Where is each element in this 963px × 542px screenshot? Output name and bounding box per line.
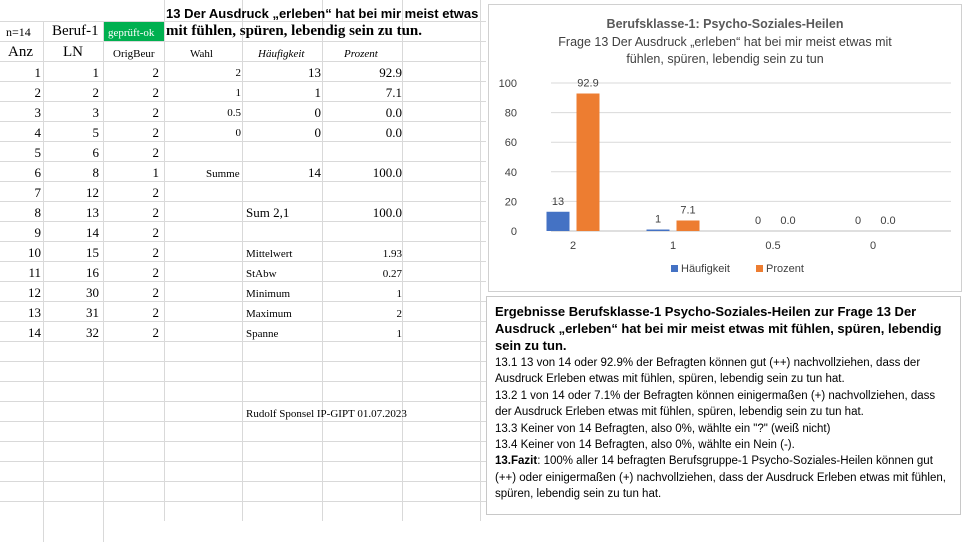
col-wahl: Wahl xyxy=(190,48,213,60)
legend-swatch-prozent xyxy=(756,265,763,272)
col-anz: Anz xyxy=(8,44,33,60)
wahl-4: 0 xyxy=(235,127,241,139)
row-8-ln: 13 xyxy=(86,205,99,220)
beruf-label: Beruf-1 xyxy=(52,23,99,39)
geprueft-label: geprüft-ok xyxy=(108,27,155,39)
bar-häufigkeit-2 xyxy=(547,212,570,231)
mittelwert-label: Mittelwert xyxy=(246,248,293,260)
result-13-2: 13.2 1 von 14 oder 7.1% der Befragten können einigermaßen (+) nachvollziehen, dass der Ausdruck Erleben etwas mit fühlen, spüren, lebendig sein zu tun hat. xyxy=(495,389,936,419)
data-label-häufigkeit-0: 0 xyxy=(854,215,862,227)
chart-subtitle-line-2: fühlen, spüren, lebendig sein zu tun xyxy=(626,52,824,66)
row-7-anz: 7 xyxy=(34,185,41,200)
row-1-orig: 2 xyxy=(152,65,159,80)
data-label-prozent-1: 7.1 xyxy=(680,204,696,217)
row-14-anz: 14 xyxy=(28,325,41,340)
data-label-prozent-0: 0.0 xyxy=(880,215,896,227)
question-line-1: 13 Der Ausdruck „erleben“ hat bei mir meist etwas xyxy=(166,6,479,21)
spanne-label: Spanne xyxy=(246,328,279,340)
row-13-ln: 31 xyxy=(86,305,99,320)
minimum-label: Minimum xyxy=(246,288,291,300)
row-6-anz: 6 xyxy=(34,165,41,180)
row-10-anz: 10 xyxy=(28,245,41,260)
result-fazit xyxy=(495,453,952,502)
haeuf-3: 0 xyxy=(314,105,321,120)
wahl-3: 0.5 xyxy=(227,107,241,119)
bar-prozent-1 xyxy=(677,220,700,231)
proz-4: 0.0 xyxy=(385,125,402,140)
haeuf-4: 0 xyxy=(314,125,321,140)
question-line-2: mit fühlen, spüren, lebendig sein zu tun. xyxy=(166,23,423,39)
row-1-ln: 1 xyxy=(92,65,99,80)
grid-row-line xyxy=(0,501,486,502)
n-label: n=14 xyxy=(6,25,31,39)
summe-haeuf: 14 xyxy=(308,165,321,180)
data-label-prozent-0.5: 0.0 xyxy=(780,215,796,227)
row-4-ln: 5 xyxy=(92,125,99,140)
row-13-orig: 2 xyxy=(152,305,159,320)
row-9-ln: 14 xyxy=(86,225,99,240)
fazit-label: 13.Fazit xyxy=(495,455,538,468)
data-label-häufigkeit-2: 13 xyxy=(551,195,565,208)
stabw-label: StAbw xyxy=(246,268,277,280)
wahl-2: 1 xyxy=(235,87,241,99)
row-6-ln: 8 xyxy=(92,165,99,180)
row-5-anz: 5 xyxy=(34,145,41,160)
chart-frame xyxy=(488,4,962,292)
row-2-anz: 2 xyxy=(34,85,41,100)
grid-row-line xyxy=(0,361,486,362)
bar-häufigkeit-1 xyxy=(647,230,670,231)
row-3-ln: 3 xyxy=(92,105,99,120)
fazit-text: : 100% aller 14 befragten Berufsgruppe-1 Psycho-Soziales-Heilen können gut (++) oder einigermaßen (+) nachvollziehen, dass der Ausdruck Erleben etwas mit fühlen, spüren, lebendig sein zu tun hat. xyxy=(495,455,946,501)
legend-label-häufigkeit: Häufigkeit xyxy=(681,263,730,275)
grid-row-line xyxy=(0,421,486,422)
row-11-anz: 11 xyxy=(28,265,41,280)
row-12-orig: 2 xyxy=(152,285,159,300)
sum21-label: Sum 2,1 xyxy=(246,205,290,220)
wahl-1: 2 xyxy=(235,67,241,79)
y-tick-label: 0 xyxy=(510,226,517,238)
chart-title: Berufsklasse-1: Psycho-Soziales-Heilen xyxy=(606,17,844,31)
results-textbox xyxy=(486,296,961,515)
row-14-ln: 32 xyxy=(86,325,99,340)
y-tick-label: 100 xyxy=(498,78,517,90)
grid-row-line xyxy=(0,481,486,482)
row-8-orig: 2 xyxy=(152,205,159,220)
sum21-proz: 100.0 xyxy=(372,205,402,220)
x-tick-label-0: 0 xyxy=(869,240,877,252)
proz-2: 7.1 xyxy=(385,85,402,100)
data-label-prozent-2: 92.9 xyxy=(577,77,599,90)
grid-row-line xyxy=(0,441,486,442)
row-2-orig: 2 xyxy=(152,85,159,100)
mittelwert-value: 1.93 xyxy=(382,248,402,260)
row-7-orig: 2 xyxy=(152,185,159,200)
result-13-4: 13.4 Keiner von 14 Befragten, also 0%, wählte ein Nein (-). xyxy=(495,439,795,452)
minimum-value: 1 xyxy=(396,288,402,300)
grid-row-line xyxy=(0,461,486,462)
row-11-ln: 16 xyxy=(86,265,99,280)
summe-label: Summe xyxy=(206,168,240,180)
y-tick-label: 40 xyxy=(504,166,517,179)
row-3-anz: 3 xyxy=(34,105,41,120)
legend-label-prozent: Prozent xyxy=(766,263,804,275)
stabw-value: 0.27 xyxy=(382,268,402,280)
data-label-häufigkeit-0.5: 0 xyxy=(754,215,762,227)
x-tick-label-0.5: 0.5 xyxy=(765,240,781,252)
results-title: Ergebnisse Berufsklasse-1 Psycho-Soziales-Heilen zur Frage 13 Der Ausdruck „erleben“ hat bei mir meist etwas mit fühlen, spüren, lebendig sein zu tun. xyxy=(495,304,942,353)
row-8-anz: 8 xyxy=(34,205,41,220)
maximum-value: 2 xyxy=(396,308,402,320)
chart-subtitle-line-1: Frage 13 Der Ausdruck „erleben“ hat bei mir meist etwas mit xyxy=(558,35,892,49)
row-10-ln: 15 xyxy=(86,245,99,260)
proz-3: 0.0 xyxy=(385,105,402,120)
grid-row-line xyxy=(0,381,486,382)
row-7-ln: 12 xyxy=(86,185,99,200)
data-label-häufigkeit-1: 1 xyxy=(654,213,662,226)
row-9-orig: 2 xyxy=(152,225,159,240)
result-13-3: 13.3 Keiner von 14 Befragten, also 0%, wählte ein "?" (weiß nicht) xyxy=(495,422,831,435)
row-5-ln: 6 xyxy=(92,145,99,160)
haeuf-1: 13 xyxy=(308,65,321,80)
row-10-orig: 2 xyxy=(152,245,159,260)
row-3-orig: 2 xyxy=(152,105,159,120)
row-9-anz: 9 xyxy=(34,225,41,240)
row-12-anz: 12 xyxy=(28,285,41,300)
col-haeufigkeit: Häufigkeit xyxy=(258,48,305,60)
col-prozent: Prozent xyxy=(344,48,378,60)
y-tick-label: 80 xyxy=(504,107,517,120)
x-tick-label-1: 1 xyxy=(669,240,677,252)
author-credit: Rudolf Sponsel IP-GIPT 01.07.2023 xyxy=(246,408,407,420)
row-11-orig: 2 xyxy=(152,265,159,280)
maximum-label: Maximum xyxy=(246,308,292,320)
bar-chart xyxy=(489,5,961,291)
spanne-value: 1 xyxy=(396,328,402,340)
row-5-orig: 2 xyxy=(152,145,159,160)
legend-swatch-häufigkeit xyxy=(671,265,678,272)
row-4-orig: 2 xyxy=(152,125,159,140)
row-1-anz: 1 xyxy=(34,65,41,80)
x-tick-label-2: 2 xyxy=(569,240,577,252)
result-13-1: 13.1 13 von 14 oder 92.9% der Befragten können gut (++) nachvollziehen, dass der Ausdruck Erleben etwas mit fühlen, spüren, lebendig sein zu tun hat. xyxy=(495,357,921,386)
col-ln: LN xyxy=(63,44,83,60)
row-12-ln: 30 xyxy=(86,285,99,300)
y-tick-label: 60 xyxy=(504,137,517,150)
row-13-anz: 13 xyxy=(28,305,41,320)
y-tick-label: 20 xyxy=(504,196,517,209)
row-6-orig: 1 xyxy=(152,165,159,180)
summe-proz: 100.0 xyxy=(372,165,402,180)
col-origbeur: OrigBeur xyxy=(113,48,155,60)
row-2-ln: 2 xyxy=(92,85,99,100)
row-4-anz: 4 xyxy=(34,125,41,140)
grid-row-line xyxy=(0,401,486,402)
row-14-orig: 2 xyxy=(152,325,159,340)
bar-prozent-2 xyxy=(577,94,600,231)
haeuf-2: 1 xyxy=(314,85,321,100)
proz-1: 92.9 xyxy=(379,65,402,80)
